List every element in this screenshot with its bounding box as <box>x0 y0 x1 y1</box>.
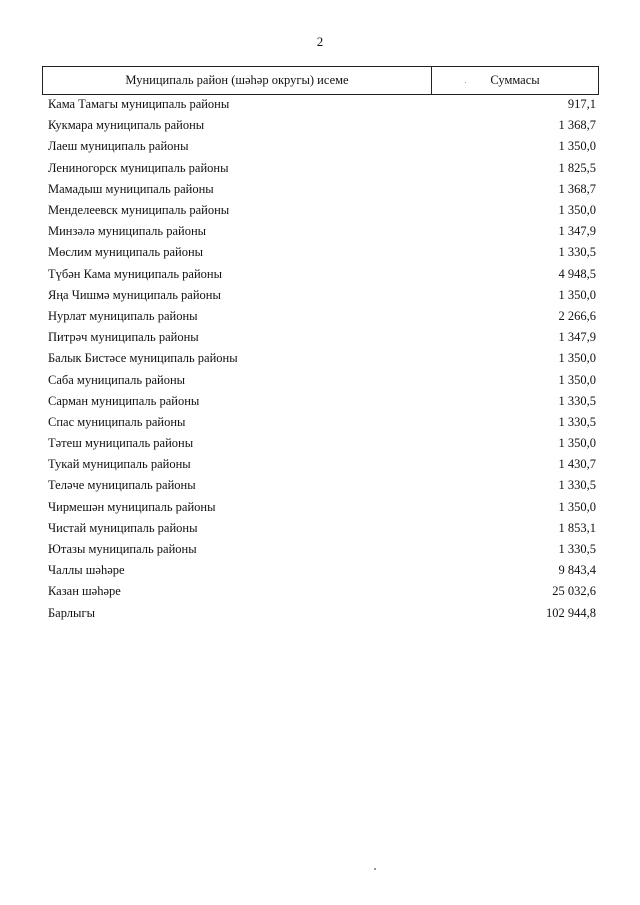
table-row <box>48 475 596 496</box>
row-amount: 1 350,0 <box>558 499 596 514</box>
table-row <box>48 285 596 306</box>
table-row <box>48 158 596 179</box>
row-name: Лаеш муниципаль районы <box>48 139 189 154</box>
table-row <box>48 581 596 602</box>
row-name: Нурлат муниципаль районы <box>48 308 198 323</box>
table-row <box>48 179 596 200</box>
table-header <box>42 66 599 95</box>
row-amount: 1 350,0 <box>558 436 596 451</box>
row-amount: 917,1 <box>567 97 596 112</box>
row-name: Барлыгы <box>48 605 95 620</box>
row-amount: 1 347,9 <box>558 330 596 345</box>
row-name: Балык Бистәсе муниципаль районы <box>48 351 238 366</box>
row-name: Спас муниципаль районы <box>48 414 186 429</box>
table-row <box>48 369 596 390</box>
row-name: Түбән Кама муниципаль районы <box>48 266 222 281</box>
row-name: Тукай муниципаль районы <box>48 457 191 472</box>
row-amount: 1 350,0 <box>558 351 596 366</box>
row-amount: 1 330,5 <box>558 245 596 260</box>
row-amount: 1 368,7 <box>558 118 596 133</box>
table-row <box>48 242 596 263</box>
row-amount: 1 330,5 <box>558 414 596 429</box>
table-row <box>48 348 596 369</box>
table-row <box>48 264 596 285</box>
row-amount: 102 944,8 <box>546 605 596 620</box>
table-row <box>48 94 596 115</box>
row-amount: 1 853,1 <box>558 520 596 535</box>
table-row <box>48 136 596 157</box>
table-row <box>48 391 596 412</box>
row-amount: 1 347,9 <box>558 224 596 239</box>
row-amount: 1 368,7 <box>558 181 596 196</box>
scan-speck <box>374 868 376 870</box>
row-amount: 1 350,0 <box>558 287 596 302</box>
row-name: Чирмешән муниципаль районы <box>48 499 216 514</box>
row-name: Мөслим муниципаль районы <box>48 245 204 260</box>
table-row <box>48 327 596 348</box>
row-amount: 1 350,0 <box>558 139 596 154</box>
table-row <box>48 200 596 221</box>
row-amount: 2 266,6 <box>558 308 596 323</box>
table-row <box>48 560 596 581</box>
column-header-sum: Суммасы <box>490 73 540 87</box>
table-row <box>48 539 596 560</box>
row-amount: 4 948,5 <box>558 266 596 281</box>
row-name: Кама Тамагы муниципаль районы <box>48 97 230 112</box>
row-name: Чистай муниципаль районы <box>48 520 198 535</box>
row-amount: 25 032,6 <box>552 584 596 599</box>
row-amount: 1 330,5 <box>558 393 596 408</box>
row-amount: 1 350,0 <box>558 372 596 387</box>
row-amount: 1 330,5 <box>558 542 596 557</box>
row-amount: 1 430,7 <box>558 457 596 472</box>
table-row <box>48 115 596 136</box>
row-amount: 1 350,0 <box>558 203 596 218</box>
table-row <box>48 412 596 433</box>
row-name: Яңа Чишмә муниципаль районы <box>48 287 221 302</box>
table-row <box>48 221 596 242</box>
row-name: Чаллы шәһәре <box>48 563 125 578</box>
table-row <box>48 433 596 454</box>
page-number: 2 <box>316 34 324 49</box>
row-amount: 1 825,5 <box>558 160 596 175</box>
table-row <box>48 306 596 327</box>
row-amount: 1 330,5 <box>558 478 596 493</box>
column-header-name: Муниципаль район (шәһәр округы) исеме <box>43 67 432 94</box>
row-name: Кукмара муниципаль районы <box>48 118 205 133</box>
row-name: Саба муниципаль районы <box>48 372 186 387</box>
table-row <box>48 603 596 624</box>
row-name: Менделеевск муниципаль районы <box>48 203 230 218</box>
row-name: Минзәлә муниципаль районы <box>48 224 207 239</box>
row-name: Питрәч муниципаль районы <box>48 330 199 345</box>
row-name: Лениногорск муниципаль районы <box>48 160 229 175</box>
row-name: Ютазы муниципаль районы <box>48 542 197 557</box>
table-row <box>48 454 596 475</box>
row-amount: 9 843,4 <box>558 563 596 578</box>
table-row <box>48 518 596 539</box>
row-name: Казан шәһәре <box>48 584 121 599</box>
table-row <box>48 497 596 518</box>
row-name: Сарман муниципаль районы <box>48 393 200 408</box>
scan-speck <box>465 82 466 83</box>
row-name: Теләче муниципаль районы <box>48 478 196 493</box>
row-name: Мамадыш муниципаль районы <box>48 181 214 196</box>
row-name: Тәтеш муниципаль районы <box>48 436 194 451</box>
table-body <box>48 94 596 624</box>
